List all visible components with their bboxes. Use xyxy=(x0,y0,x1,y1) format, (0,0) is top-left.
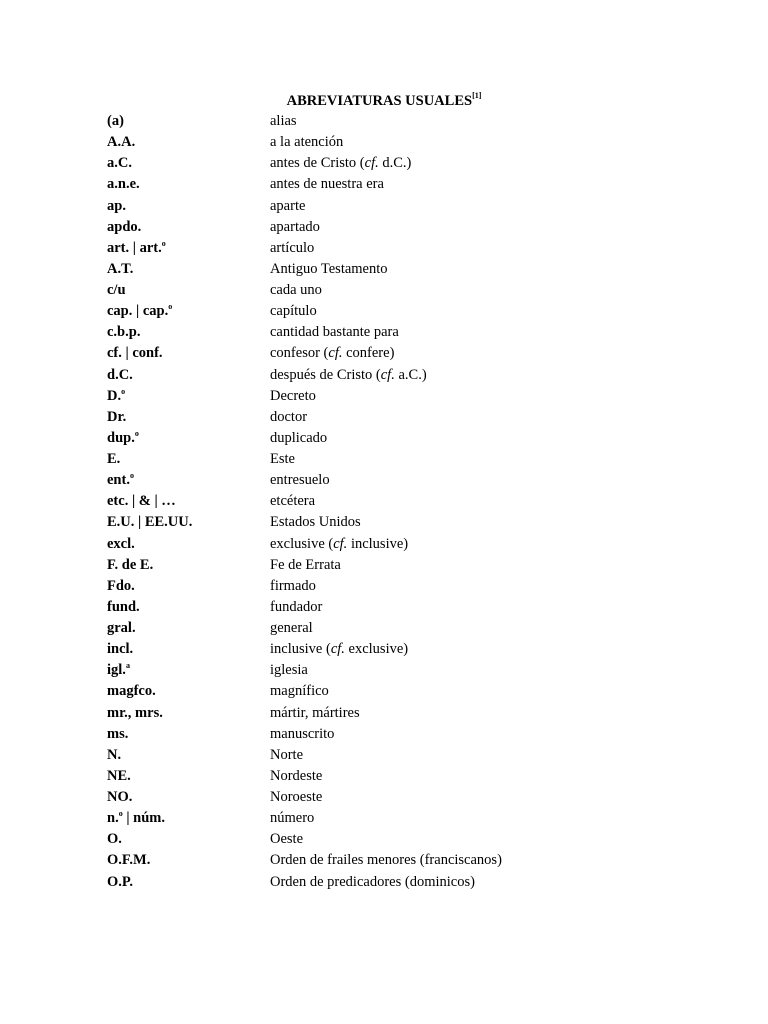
meaning xyxy=(270,555,341,575)
meaning-segment: después de Cristo ( xyxy=(270,366,381,383)
abbreviation xyxy=(107,196,126,216)
meaning-segment: general xyxy=(270,620,313,636)
meaning xyxy=(270,365,427,385)
meaning xyxy=(270,449,295,469)
meaning xyxy=(270,808,314,828)
abbreviation xyxy=(107,597,140,617)
meaning-segment: Fe de Errata xyxy=(270,556,341,573)
meaning-segment: inclusive ( xyxy=(270,641,331,658)
list-item xyxy=(107,217,667,238)
meaning-segment: Orden de predicadores (dominicos) xyxy=(270,873,475,890)
list-item xyxy=(107,576,667,597)
abbreviation xyxy=(107,301,172,321)
meaning-segment: número xyxy=(270,810,315,827)
list-item xyxy=(107,153,667,174)
meaning xyxy=(270,259,388,279)
abbreviation xyxy=(107,850,150,870)
abbreviation-text: cap. | cap. xyxy=(107,303,169,320)
meaning xyxy=(270,386,316,406)
meaning xyxy=(270,407,307,427)
meaning-segment: iglesia xyxy=(270,662,308,679)
list-item xyxy=(107,301,667,322)
abbreviation xyxy=(107,534,135,554)
meaning xyxy=(270,512,361,532)
meaning xyxy=(270,153,411,173)
abbreviation-text: O.F.M. xyxy=(107,852,151,869)
abbreviation-text: art. | art. xyxy=(107,239,162,256)
meaning xyxy=(270,196,305,216)
abbreviation xyxy=(107,491,176,511)
meaning-segment: a la atención xyxy=(270,134,344,151)
abbreviation-text: ap. xyxy=(107,197,126,214)
abbreviation-text: magfco. xyxy=(107,683,156,700)
meaning-italic-segment: cf. xyxy=(364,155,379,172)
list-item xyxy=(107,512,667,533)
abbreviation-text: E. xyxy=(107,451,121,467)
list-item xyxy=(107,724,667,745)
abbreviation-text: dup. xyxy=(107,429,135,446)
abbreviation-text: A.T. xyxy=(107,260,134,277)
meaning-segment: Nordeste xyxy=(270,767,323,784)
abbreviation xyxy=(107,576,135,596)
meaning-segment: artículo xyxy=(270,239,315,256)
meaning xyxy=(270,724,334,744)
title-text: ABREVIATURAS USUALES xyxy=(286,93,473,109)
meaning-segment: duplicado xyxy=(270,429,328,446)
list-item xyxy=(107,259,667,280)
list-item xyxy=(107,850,667,871)
meaning xyxy=(270,660,308,680)
abbreviation xyxy=(107,238,166,258)
meaning xyxy=(270,322,399,342)
meaning xyxy=(270,301,317,321)
list-item xyxy=(107,681,667,702)
abbreviation xyxy=(107,681,156,701)
meaning-segment: Decreto xyxy=(270,387,316,404)
abbreviation-text: N. xyxy=(107,746,122,763)
list-item xyxy=(107,745,667,766)
list-item xyxy=(107,872,667,893)
meaning-segment: firmado xyxy=(270,577,316,594)
meaning-segment: magnífico xyxy=(270,683,329,700)
abbreviation xyxy=(107,153,132,173)
list-item xyxy=(107,808,667,829)
abbreviation xyxy=(107,829,122,849)
abbreviation xyxy=(107,428,139,448)
abbreviation xyxy=(107,555,153,575)
abbreviation-text: etc. | & | … xyxy=(107,493,176,510)
abbreviation xyxy=(107,174,140,194)
abbreviation xyxy=(107,639,133,659)
list-item xyxy=(107,703,667,724)
meaning-segment: Antiguo Testamento xyxy=(270,260,388,277)
meaning xyxy=(270,703,360,723)
abbreviation xyxy=(107,512,192,532)
meaning-segment: Estados Unidos xyxy=(270,514,361,531)
meaning xyxy=(270,639,408,659)
list-item xyxy=(107,428,667,449)
meaning-segment: doctor xyxy=(270,408,308,425)
list-item xyxy=(107,280,667,301)
meaning xyxy=(270,132,343,152)
meaning-segment: confesor ( xyxy=(270,345,329,362)
meaning-segment: Oeste xyxy=(270,831,304,848)
list-item xyxy=(107,597,667,618)
meaning-segment: Orden de frailes menores (franciscanos) xyxy=(270,852,502,869)
meaning xyxy=(270,280,322,300)
list-item xyxy=(107,491,667,512)
abbreviation-superscript: a xyxy=(125,661,130,671)
abbreviation-text: c.b.p. xyxy=(107,324,141,341)
list-item xyxy=(107,660,667,681)
meaning xyxy=(270,217,320,237)
meaning xyxy=(270,787,322,807)
meaning-segment: mártir, mártires xyxy=(270,704,360,721)
meaning-segment: apartado xyxy=(270,218,320,235)
meaning-segment: Este xyxy=(270,451,295,467)
meaning-segment: alias xyxy=(270,113,297,129)
abbreviation-text: cf. | conf. xyxy=(107,345,163,362)
abbreviation-text-after: | núm. xyxy=(122,810,165,827)
abbreviation-text: mr., mrs. xyxy=(107,704,163,721)
list-item xyxy=(107,174,667,195)
abbreviation-superscript: o xyxy=(121,386,126,396)
abbreviation-text: a.C. xyxy=(107,155,132,172)
list-item xyxy=(107,449,667,470)
meaning xyxy=(270,618,313,638)
abbreviation-text: O. xyxy=(107,831,122,848)
list-item xyxy=(107,343,667,364)
abbreviation-text: NE. xyxy=(107,767,131,784)
list-item xyxy=(107,132,667,153)
meaning xyxy=(270,343,394,363)
abbreviation xyxy=(107,386,125,406)
meaning-segment: exclusive ( xyxy=(270,535,334,552)
meaning-italic-segment: cf. xyxy=(328,345,343,362)
abbreviation xyxy=(107,703,163,723)
meaning-italic-segment: cf. xyxy=(380,366,395,383)
abbreviation xyxy=(107,872,133,892)
list-item xyxy=(107,787,667,808)
meaning-segment: a.C.) xyxy=(394,366,427,383)
meaning xyxy=(270,850,502,870)
abbreviation-superscript: o xyxy=(118,809,123,819)
abbreviation xyxy=(107,132,135,152)
abbreviation-text: fund. xyxy=(107,598,140,615)
list-item xyxy=(107,829,667,850)
abbreviation xyxy=(107,745,121,765)
meaning xyxy=(270,745,303,765)
abbreviation-text: E.U. | EE.UU. xyxy=(107,514,193,531)
list-item xyxy=(107,555,667,576)
meaning xyxy=(270,766,322,786)
abbreviation-text: igl. xyxy=(107,662,126,679)
list-item xyxy=(107,196,667,217)
abbreviation xyxy=(107,365,133,385)
meaning-italic-segment: cf. xyxy=(333,535,348,552)
abbreviation-list xyxy=(107,111,667,893)
list-item xyxy=(107,111,667,132)
meaning xyxy=(270,238,314,258)
meaning xyxy=(270,597,322,617)
list-item xyxy=(107,238,667,259)
meaning xyxy=(270,534,408,554)
abbreviation-text: A.A. xyxy=(107,134,136,151)
meaning xyxy=(270,576,316,596)
meaning-italic-segment: cf. xyxy=(330,641,345,658)
abbreviation-text: Fdo. xyxy=(107,577,135,594)
meaning-segment: d.C.) xyxy=(378,155,412,172)
title-footnote-ref: [1] xyxy=(472,91,482,100)
meaning-segment: Norte xyxy=(270,746,304,763)
meaning-segment: etcétera xyxy=(270,493,316,510)
meaning-segment: Noroeste xyxy=(270,789,323,805)
meaning-segment: antes de Cristo ( xyxy=(270,155,365,172)
meaning xyxy=(270,428,327,448)
abbreviation-text: incl. xyxy=(107,641,134,658)
abbreviation-text: gral. xyxy=(107,620,136,636)
abbreviation xyxy=(107,808,165,828)
abbreviation xyxy=(107,724,128,744)
meaning-segment: fundador xyxy=(270,598,323,615)
meaning-segment: entresuelo xyxy=(270,472,330,489)
abbreviation-superscript: o xyxy=(134,428,139,438)
list-item xyxy=(107,365,667,386)
abbreviation xyxy=(107,259,133,279)
abbreviation xyxy=(107,787,132,807)
abbreviation xyxy=(107,280,126,300)
list-item xyxy=(107,639,667,660)
abbreviation-text: D. xyxy=(107,387,122,404)
meaning xyxy=(270,829,303,849)
abbreviation-text: excl. xyxy=(107,535,135,552)
abbreviation-text: apdo. xyxy=(107,218,142,235)
abbreviation xyxy=(107,660,130,680)
meaning-segment: cada uno xyxy=(270,282,322,298)
list-item xyxy=(107,407,667,428)
meaning-segment: cantidad bastante para xyxy=(270,324,399,341)
abbreviation-text: ent. xyxy=(107,472,130,489)
meaning xyxy=(270,111,297,131)
abbreviation-superscript: o xyxy=(129,471,134,481)
meaning xyxy=(270,491,315,511)
abbreviation xyxy=(107,111,124,131)
meaning xyxy=(270,470,330,490)
abbreviation xyxy=(107,618,136,638)
list-item xyxy=(107,534,667,555)
abbreviation-text: O.P. xyxy=(107,873,134,890)
abbreviation-superscript: o xyxy=(168,302,173,312)
abbreviation-text: Dr. xyxy=(107,408,127,425)
abbreviation xyxy=(107,343,163,363)
abbreviation xyxy=(107,470,134,490)
abbreviation xyxy=(107,449,120,469)
list-item xyxy=(107,470,667,491)
meaning-segment: confere) xyxy=(342,345,395,362)
meaning-segment: antes de nuestra era xyxy=(270,176,384,193)
meaning xyxy=(270,174,384,194)
page-title xyxy=(0,91,768,111)
abbreviation-text: (a) xyxy=(107,113,124,129)
abbreviation xyxy=(107,217,141,237)
abbreviation-text: ms. xyxy=(107,725,129,742)
abbreviation xyxy=(107,766,131,786)
abbreviation xyxy=(107,322,140,342)
meaning-segment: aparte xyxy=(270,197,306,214)
meaning xyxy=(270,872,475,892)
abbreviation-text: F. de E. xyxy=(107,556,154,573)
abbreviation-superscript: o xyxy=(161,238,166,248)
abbreviation-text: NO. xyxy=(107,789,133,805)
abbreviation-text: d.C. xyxy=(107,366,133,383)
list-item xyxy=(107,618,667,639)
abbreviation-text: n. xyxy=(107,810,119,827)
abbreviation xyxy=(107,407,126,427)
list-item xyxy=(107,386,667,407)
list-item xyxy=(107,766,667,787)
meaning-segment: manuscrito xyxy=(270,725,335,742)
meaning-segment: exclusive) xyxy=(344,641,409,658)
meaning xyxy=(270,681,329,701)
abbreviation-text: c/u xyxy=(107,282,126,298)
abbreviation-text: a.n.e. xyxy=(107,176,140,193)
list-item xyxy=(107,322,667,343)
meaning-segment: inclusive) xyxy=(347,535,409,552)
meaning-segment: capítulo xyxy=(270,303,317,320)
